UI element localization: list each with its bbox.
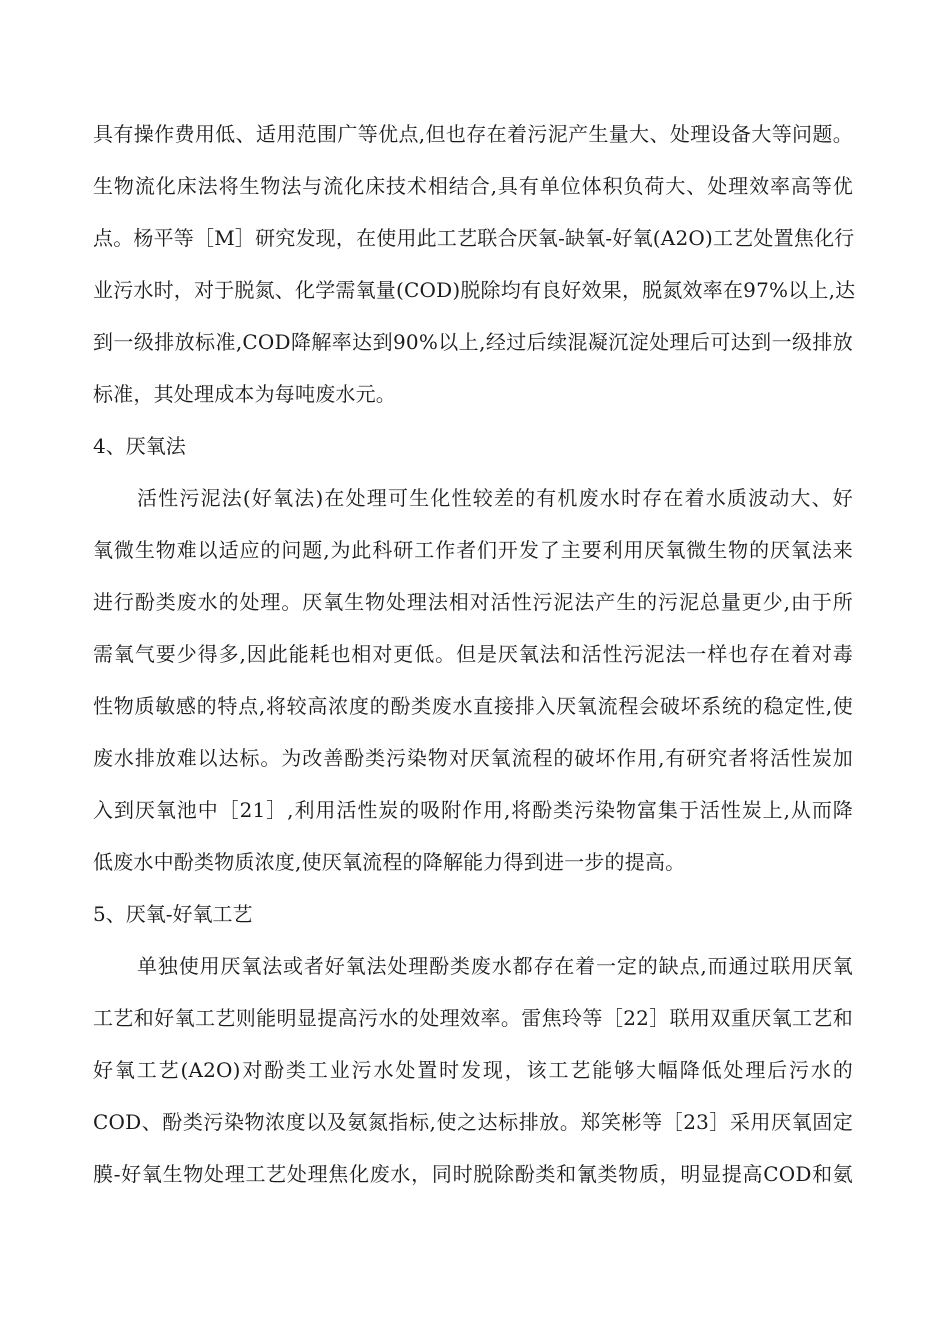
text-line: 膜-好氧生物处理工艺处理焦化废水，同时脱除酚类和氰类物质，明显提高COD和氨 <box>93 1162 853 1186</box>
text-line: 单独使用厌氧法或者好氧法处理酚类废水都存在着一定的缺点,而通过联用厌氧 <box>137 954 853 978</box>
section-heading: 5、厌氧-好氧工艺 <box>93 902 253 926</box>
text-line: COD、酚类污染物浓度以及氨氮指标,使之达标排放。郑笑彬等［23］采用厌氧固定 <box>93 1110 853 1134</box>
text-line: 性物质敏感的特点,将较高浓度的酚类废水直接排入厌氧流程会破坏系统的稳定性,使 <box>93 694 853 718</box>
section-anaerobic-aerobic <box>93 888 853 1200</box>
text-line: 工艺和好氧工艺则能明显提高污水的处理效率。雷焦玲等［22］联用双重厌氧工艺和 <box>93 1006 853 1030</box>
text-line: 生物流化床法将生物法与流化床技术相结合,具有单位体积负荷大、处理效率高等优 <box>93 174 853 198</box>
text-line: 到一级排放标准,COD降解率达到90%以上,经过后续混凝沉淀处理后可达到一级排放 <box>93 330 853 354</box>
text-line: 低废水中酚类物质浓度,使厌氧流程的降解能力得到进一步的提高。 <box>93 850 686 874</box>
text-line: 进行酚类废水的处理。厌氧生物处理法相对活性污泥法产生的污泥总量更少,由于所 <box>93 590 853 614</box>
text-line: 氧微生物难以适应的问题,为此科研工作者们开发了主要利用厌氧微生物的厌氧法来 <box>93 538 853 562</box>
text-line: 活性污泥法(好氧法)在处理可生化性较差的有机废水时存在着水质波动大、好 <box>137 486 853 510</box>
text-line: 具有操作费用低、适用范围广等优点,但也存在着污泥产生量大、处理设备大等问题。 <box>93 122 853 146</box>
text-line: 标准，其处理成本为每吨废水元。 <box>93 382 396 406</box>
section-anaerobic <box>93 420 853 888</box>
text-line: 入到厌氧池中［21］,利用活性炭的吸附作用,将酚类污染物富集于活性炭上,从而降 <box>93 798 853 822</box>
text-line: 业污水时，对于脱氮、化学需氧量(COD)脱除均有良好效果，脱氮效率在97%以上,达 <box>93 278 856 302</box>
text-line: 好氧工艺(A2O)对酚类工业污水处置时发现，该工艺能够大幅降低处理后污水的 <box>93 1058 853 1082</box>
text-line: 点。杨平等［M］研究发现，在使用此工艺联合厌氧-缺氧-好氧(A2O)工艺处置焦化行 <box>93 226 855 250</box>
document-page <box>93 108 856 1200</box>
paragraph-continuation <box>93 108 856 420</box>
section-heading: 4、厌氧法 <box>93 434 186 458</box>
text-line: 废水排放难以达标。为改善酚类污染物对厌氧流程的破坏作用,有研究者将活性炭加 <box>93 746 853 770</box>
text-line: 需氧气要少得多,因此能耗也相对更低。但是厌氧法和活性污泥法一样也存在着对毒 <box>93 642 853 666</box>
